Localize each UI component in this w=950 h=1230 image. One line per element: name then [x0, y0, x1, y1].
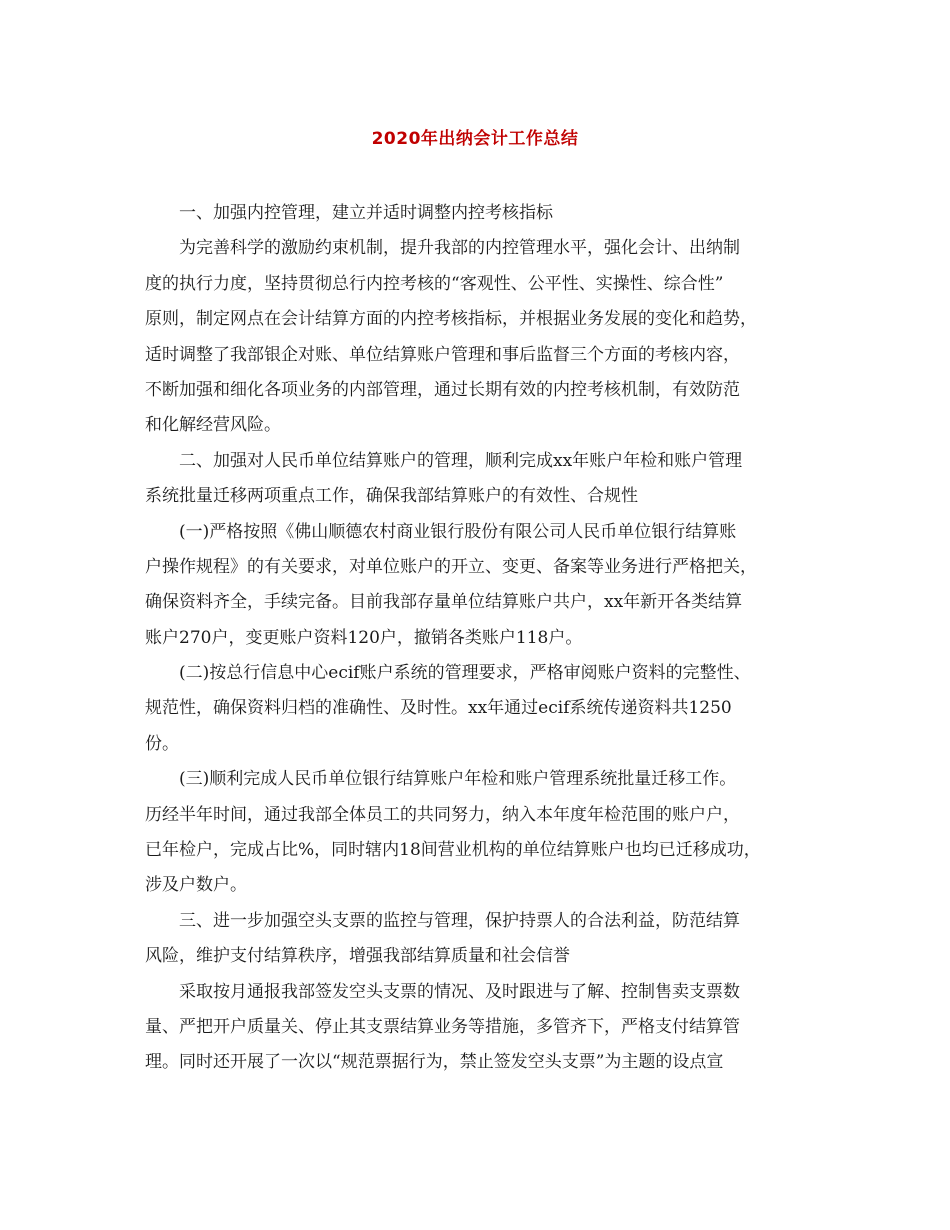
body-line: 涉及户数户。	[145, 875, 247, 896]
body-line: 采取按月通报我部签发空头支票的情况、及时跟进与了解、控制售卖支票数	[179, 981, 740, 1002]
body-line: 适时调整了我部银企对账、单位结算账户管理和事后监督三个方面的考核内容，	[145, 344, 740, 365]
body-line: 三、进一步加强空头支票的监控与管理，保护持票人的合法利益，防范结算	[179, 910, 740, 931]
body-line: 二、加强对人民币单位结算账户的管理，顺利完成xx年账户年检和账户管理	[179, 450, 743, 471]
body-line: 历经半年时间，通过我部全体员工的共同努力，纳入本年度年检范围的账户户，	[145, 804, 740, 825]
body-line: 度的执行力度，坚持贯彻总行内控考核的“客观性、公平性、实操性、综合性”	[145, 273, 724, 294]
body-line: 风险，维护支付结算秩序，增强我部结算质量和社会信誉	[145, 946, 570, 967]
body-line: 账户270户，变更账户资料120户，撤销各类账户118户。	[145, 627, 583, 648]
document-body	[145, 196, 825, 1081]
body-line: 确保资料齐全，手续完备。目前我部存量单位结算账户共户，xx年新开各类结算	[145, 592, 743, 613]
body-line: 系统批量迁移两项重点工作，确保我部结算账户的有效性、合规性	[145, 486, 638, 507]
body-line: 已年检户，完成占比%，同时辖内18间营业机构的单位结算账户也均已迁移成功，	[145, 840, 761, 861]
body-line: 为完善科学的激励约束机制，提升我部的内控管理水平，强化会计、出纳制	[179, 238, 740, 259]
body-line: 规范性，确保资料归档的准确性、及时性。xx年通过ecif系统传递资料共1250	[145, 698, 732, 719]
body-line: 份。	[145, 733, 179, 754]
body-line: (二)按总行信息中心ecif账户系统的管理要求，严格审阅账户资料的完整性、	[179, 663, 751, 684]
body-line: (一)严格按照《佛山顺德农村商业银行股份有限公司人民币单位银行结算账	[179, 521, 737, 542]
body-line: 一、加强内控管理，建立并适时调整内控考核指标	[179, 203, 553, 223]
body-line: 量、严把开户质量关、停止其支票结算业务等措施，多管齐下，严格支付结算管	[145, 1016, 740, 1037]
body-line: 原则，制定网点在会计结算方面的内控考核指标，并根据业务发展的变化和趋势，	[145, 309, 757, 330]
body-line: 和化解经营风险。	[145, 415, 281, 436]
body-line: (三)顺利完成人民币单位银行结算账户年检和账户管理系统批量迁移工作。	[179, 769, 737, 790]
body-line: 不断加强和细化各项业务的内部管理，通过长期有效的内控考核机制，有效防范	[145, 379, 740, 400]
document-title: 2020年出纳会计工作总结	[371, 129, 579, 149]
body-line: 理。同时还开展了一次以“规范票据行为，禁止签发空头支票”为主题的设点宣	[145, 1052, 724, 1073]
body-line: 户操作规程》的有关要求，对单位账户的开立、变更、备案等业务进行严格把关，	[145, 556, 757, 577]
